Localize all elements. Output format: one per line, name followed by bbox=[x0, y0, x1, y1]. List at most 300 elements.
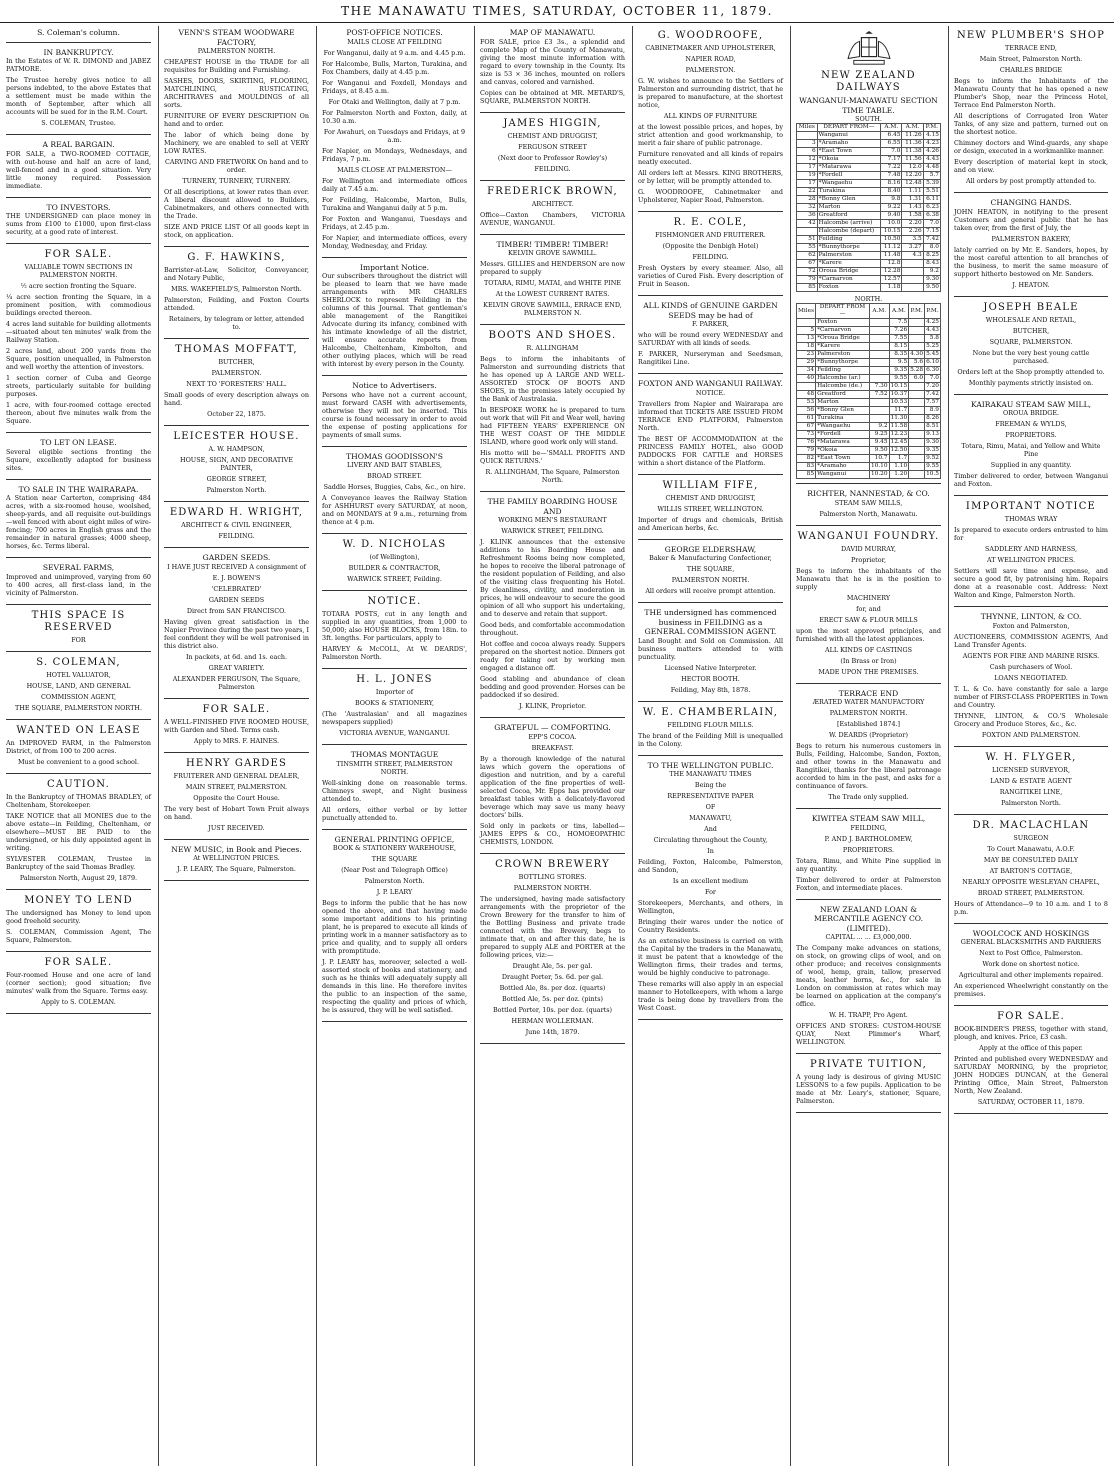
timetable-cell: 8.9 bbox=[925, 407, 941, 415]
ad-heading: THOMAS MOFFATT, bbox=[175, 344, 298, 355]
timetable-cell: *Oroua Bridge bbox=[816, 335, 870, 343]
timetable-cell: Halcombe (arrive) bbox=[817, 220, 880, 228]
timetable-cell: 85 bbox=[797, 471, 816, 479]
ad-line: R. ALLINGHAM bbox=[526, 344, 579, 352]
timetable-row bbox=[797, 351, 941, 359]
timetable-row bbox=[797, 431, 941, 439]
ad-line: Is prepared to execute orders entrusted to him for bbox=[954, 526, 1108, 542]
timetable-cell: 76 bbox=[797, 439, 816, 447]
timetable-cell: 17 bbox=[797, 180, 818, 188]
ad-line: Feilding, Foxton, Halcombe, Palmerston, and Sandon, bbox=[638, 858, 783, 874]
ad-heading: GENERAL PRINTING OFFICE, bbox=[334, 834, 455, 844]
ad-line: Improved and unimproved, varying from 60 to 400 acres, all first-class land, in the vicinity of Palmerston. bbox=[6, 572, 151, 597]
ad-line: GENERAL BLACKSMITHS AND FARRIERS bbox=[960, 938, 1102, 946]
ad-line: And bbox=[704, 825, 717, 833]
ad-line: SASHES, DOORS, SKIRTING, FLOORING, MATCHLINING, RUSTICATING, ARCHITRAVES and MOULDINGS of all sorts. bbox=[164, 77, 309, 109]
advertisement bbox=[638, 301, 783, 374]
ad-line: [Established 1874.] bbox=[836, 720, 901, 728]
ad-heading: WOOLCOCK AND HOSKINGS bbox=[972, 928, 1090, 938]
timetable-cell: 8.51 bbox=[926, 423, 939, 429]
advertisement bbox=[164, 507, 309, 548]
timetable-row bbox=[797, 212, 941, 220]
timetable-cell: 7.20 bbox=[926, 383, 939, 389]
ad-line: Settlers will save time and expense, and secure a good fit, by patronising him. Repairs done at a reasonable cost. Address: Next Walton and Kinge, Palmerston North. bbox=[954, 567, 1108, 599]
timetable-cell: 6.0 bbox=[909, 375, 925, 383]
ad-line: DAVID MURRAY, bbox=[840, 544, 897, 553]
ad-line: PALMERSTON BAKERY, bbox=[991, 234, 1071, 243]
timetable-cell bbox=[869, 319, 889, 327]
ad-line: Proprietor, bbox=[851, 555, 886, 564]
ad-line: Sold only in packets or tins, labelled—JAMES EPPS & CO., HOMOEOPATHIC CHEMISTS, LONDON. bbox=[480, 821, 625, 846]
ad-line: CHEMIST AND DRUGGIST, bbox=[665, 493, 756, 502]
ad-heading: TO THE WELLINGTON PUBLIC. bbox=[647, 760, 774, 770]
ad-line: The Trade only supplied. bbox=[828, 793, 909, 801]
timetable-cell: 4.3 bbox=[902, 252, 923, 260]
ad-line: Totara, Rimu, Matai, and Yellow and White Pine bbox=[961, 442, 1101, 458]
ad-line: June 14th, 1879. bbox=[525, 1027, 580, 1036]
ad-line: HARVEY & McCOLL, At W. DEARDS', Palmerston North. bbox=[322, 645, 467, 661]
ad-line: An experienced Wheelwright constantly on the premises. bbox=[954, 982, 1108, 998]
ad-line: TINSMITH STREET, PALMERSTON NORTH. bbox=[336, 759, 453, 776]
timetable-header: P.M. bbox=[909, 304, 925, 319]
timetable-cell: *Matarawa bbox=[816, 439, 870, 447]
timetable-cell: *Wangaehu bbox=[817, 180, 880, 188]
ad-heading: TERRACE END bbox=[838, 688, 899, 698]
timetable-row bbox=[797, 180, 941, 188]
advertisement bbox=[954, 1011, 1108, 1114]
timetable-cell: *Aramaho bbox=[817, 140, 880, 148]
ad-line: WARWICK STREET, FEILDING. bbox=[501, 527, 604, 535]
ad-line: GARDEN SEEDS bbox=[208, 595, 265, 604]
timetable-cell: 1.58 bbox=[902, 212, 923, 220]
ad-heading: NOTICE. bbox=[367, 596, 422, 607]
timetable-cell: 9.52 bbox=[926, 455, 939, 461]
north-timetable bbox=[796, 303, 941, 479]
timetable-cell: 11.30 bbox=[890, 415, 908, 421]
timetable-row bbox=[797, 423, 941, 431]
advertisement bbox=[480, 497, 625, 718]
timetable-cell: 85 bbox=[797, 284, 818, 292]
ad-line: FISHMONGER AND FRUITERER. bbox=[655, 231, 766, 239]
ad-line: J. HEATON. bbox=[1012, 280, 1050, 289]
timetable-cell bbox=[909, 439, 925, 447]
timetable-cell: Wanganui bbox=[816, 471, 870, 479]
railway-section: WANGANUI-MANAWATU SECTION bbox=[799, 96, 938, 105]
ad-line: Importer of drugs and chemicals, British and American herbs, &c. bbox=[638, 515, 783, 532]
timetable-row bbox=[797, 156, 941, 164]
timetable-header: A.M. bbox=[902, 124, 923, 132]
ad-line: W. H. TRAPP, Pro Agent. bbox=[829, 1011, 908, 1019]
ad-line: BOOK & STATIONERY WAREHOUSE, bbox=[332, 844, 457, 852]
timetable-cell bbox=[902, 268, 923, 276]
timetable-cell: 7.0 bbox=[881, 148, 902, 156]
ad-line: The undersigned has Money to lend upon good freehold security. bbox=[6, 908, 151, 925]
ad-line: Hot coffee and cocoa always ready. Suppers prepared on the shortest notice. Dinners got ready for taking out by working men engaged a distance off. bbox=[480, 640, 625, 672]
ad-heading: S. Coleman's column. bbox=[37, 28, 120, 37]
ad-line: In the Bankruptcy of THOMAS BRADLEY, of Cheltenham, Storekeeper. bbox=[6, 792, 151, 809]
timetable-cell bbox=[869, 335, 889, 343]
timetable-cell: 29 bbox=[797, 359, 816, 367]
timetable-cell bbox=[797, 383, 816, 391]
advertisement bbox=[322, 539, 467, 591]
ad-line: PALMERSTON. bbox=[211, 369, 262, 377]
timetable-cell: 11.7 bbox=[889, 407, 909, 415]
column-1 bbox=[3, 28, 154, 1464]
ad-line: Timber delivered to order at Palmerston Foxton, and intermediate places. bbox=[796, 875, 941, 892]
timetable-cell: Oroua Bridge bbox=[817, 268, 880, 276]
timetable-cell: 1.31 bbox=[902, 196, 923, 204]
ad-line: The labor of which being done by Machinery, we are enabled to sell at VERY LOW RATES. bbox=[164, 131, 309, 155]
timetable-cell bbox=[869, 367, 889, 375]
timetable-cell: 5.45 bbox=[926, 351, 939, 357]
ad-line: Work done on shortest notice. bbox=[982, 960, 1080, 968]
ad-line: Barrister-at-Law, Solicitor, Conveyancer, and Notary Public, bbox=[164, 266, 309, 282]
ad-line: Begs to return his numerous customers in Bulls, Feilding, Halcombe, Sandon, Foxton, and other towns in the Manawatu and Rangitikei, thanks for the liberal patronage accorded to him in the past, and asks for a continuance of favors. bbox=[796, 742, 941, 790]
ad-line: ALL KINDS OF FURNITURE bbox=[663, 112, 758, 120]
timetable-cell: 73 bbox=[797, 431, 816, 439]
advertisement bbox=[954, 752, 1108, 815]
timetable-row bbox=[797, 471, 941, 479]
timetable-row bbox=[797, 220, 941, 228]
ad-line: In bbox=[707, 847, 714, 855]
timetable-cell: 11.26 bbox=[902, 132, 923, 140]
ad-line: S. COLEMAN, Trustee. bbox=[41, 119, 116, 127]
timetable-cell: 9.2 bbox=[923, 268, 940, 276]
ad-line: Good beds, and comfortable accommodation throughout. bbox=[480, 621, 625, 637]
timetable-cell: 11.12 bbox=[881, 244, 902, 252]
ad-line: Agricultural and other implements repaired. bbox=[958, 971, 1104, 979]
ad-line: RANGITIKEI LINE, bbox=[999, 787, 1063, 796]
timetable-cell: 8.43 bbox=[923, 260, 940, 268]
ad-heading: KIWITEA STEAM SAW MILL, bbox=[811, 814, 926, 823]
ad-line: TOTARA, RIMU, MATAI, and WHITE PINE bbox=[484, 279, 621, 287]
ad-line: All orders left at Messrs. KING BROTHERS, or by letter, will be promptly attended to. bbox=[638, 169, 783, 185]
timetable-header: P.M. bbox=[923, 124, 940, 132]
timetable-cell: 79 bbox=[797, 447, 816, 455]
ad-line: Apply to S. COLEMAN. bbox=[41, 997, 116, 1006]
timetable-cell: 1.10 bbox=[889, 463, 909, 471]
timetable-cell: 8.25 bbox=[923, 252, 940, 260]
ad-line: BOOKS & STATIONERY, bbox=[354, 699, 435, 707]
ad-line: Palmerston North, Manawatu. bbox=[819, 509, 918, 518]
timetable-cell: 7.0 bbox=[923, 220, 940, 228]
advertisement bbox=[322, 381, 467, 447]
timetable-cell: Halcombe (ar.) bbox=[816, 375, 870, 383]
timetable-cell: 40 bbox=[797, 375, 816, 383]
timetable-cell bbox=[909, 463, 925, 471]
ad-line: F. PARKER, bbox=[692, 320, 729, 328]
timetable-cell bbox=[909, 335, 925, 343]
timetable-cell: 36 bbox=[797, 212, 818, 220]
ad-line: TURNERY, TURNERY, TURNERY. bbox=[182, 177, 291, 185]
ad-line: For Napier, on Mondays, Wednesdays, and Fridays, 7 p.m. bbox=[322, 146, 467, 163]
ad-line: Apply to MRS. F. HAINES. bbox=[193, 736, 280, 745]
ad-heading: DR. MACLACHLAN bbox=[972, 819, 1090, 831]
advertisement bbox=[322, 28, 467, 258]
timetable-cell: 10.53 bbox=[890, 399, 908, 405]
timetable-row bbox=[797, 447, 941, 455]
ad-heading: EDWARD H. WRIGHT, bbox=[169, 507, 304, 518]
timetable-cell: 13 bbox=[797, 335, 816, 343]
ad-line: Small goods of every description always on hand. bbox=[164, 391, 309, 407]
timetable-cell: 8.15 bbox=[889, 343, 909, 351]
ad-heading: Notice to Advertisers. bbox=[352, 381, 437, 390]
timetable-cell bbox=[909, 391, 925, 399]
timetable-cell: 6.45 bbox=[881, 132, 902, 140]
advertisement bbox=[638, 761, 783, 1021]
ad-line: HOUSE, SIGN, AND DECORATIVE PAINTER, bbox=[180, 456, 293, 472]
ad-heading: THOMAS MONTAGUE bbox=[350, 750, 439, 759]
timetable-cell: 12.8 bbox=[881, 260, 902, 268]
ad-line: SATURDAY, OCTOBER 11, 1879. bbox=[977, 1098, 1085, 1106]
ad-line: By a thorough knowledge of the natural laws which govern the operations of digestion and nutrition, and by a careful application of the fine properties of well-selected Cocoa, Mr. Epps has provided our breakfast tables with a delicately-flavored beverage which may save us many heavy doctors' bills. bbox=[480, 754, 625, 819]
ad-line: HOTEL VALUATOR, bbox=[46, 670, 111, 679]
timetable-cell: *East Town bbox=[816, 455, 870, 463]
advertisement bbox=[638, 217, 783, 296]
ad-line: for, and bbox=[856, 604, 881, 613]
ad-line: BOTTLING STORES. bbox=[518, 872, 587, 881]
ad-line: GREAT VARIETY. bbox=[208, 663, 265, 672]
advertisement bbox=[480, 330, 625, 492]
timetable-cell bbox=[909, 327, 925, 335]
advertisement bbox=[6, 895, 151, 952]
ad-line: BUTCHER, bbox=[1012, 326, 1050, 335]
timetable-cell: 1.7 bbox=[889, 455, 909, 463]
ad-line: At WELLINGTON PRICES. bbox=[193, 854, 280, 862]
timetable-cell: 9.45 bbox=[869, 439, 889, 447]
timetable-cell: 10.7 bbox=[869, 455, 889, 463]
advertisement bbox=[796, 531, 941, 684]
ad-line: LICENSED SURVEYOR, bbox=[991, 765, 1071, 774]
ad-line: NEARLY OPPOSITE WESLEYAN CHAPEL, bbox=[962, 877, 1100, 886]
ad-line: MAY BE CONSULTED DAILY bbox=[983, 855, 1079, 864]
advertisement bbox=[796, 689, 941, 810]
timetable-cell bbox=[869, 327, 889, 335]
timetable-cell: 5.6 bbox=[909, 359, 925, 367]
ad-heading: CHANGING HANDS. bbox=[990, 198, 1072, 207]
ad-heading: THYNNE, LINTON, & CO. bbox=[980, 612, 1082, 621]
advertisement bbox=[164, 704, 309, 753]
ad-line: Travellers from Napier and Wairarapa are informed that TICKETS ARE ISSUED FROM TERRACE END PLATFORM, Palmerston North. bbox=[638, 399, 783, 432]
ad-line: ALEXANDER FERGUSON, The Square, Palmerston bbox=[172, 674, 301, 691]
ad-line: A. W. HAMPSON, bbox=[208, 445, 265, 453]
timetable-header: A.M. bbox=[869, 304, 889, 319]
advertisement bbox=[164, 344, 309, 426]
advertisement bbox=[480, 723, 625, 854]
timetable-cell: Feilding bbox=[816, 367, 870, 375]
ad-line: The very best of Hobart Town Fruit always on hand. bbox=[164, 804, 309, 821]
ad-line: Fresh Oysters by every steamer. Also, all varieties of Cured Fish. Every description of Fruit in Season. bbox=[638, 264, 783, 288]
timetable-cell bbox=[909, 343, 925, 351]
timetable-cell: Feilding bbox=[817, 236, 880, 244]
ad-line: FRUITERER AND GENERAL DEALER, bbox=[173, 771, 300, 780]
ad-line: Timber delivered to order, between Wanganui and Foxton. bbox=[954, 472, 1108, 488]
timetable-cell: 9.30 bbox=[923, 276, 940, 284]
ad-line: SIZE AND PRICE LIST Of all goods kept in stock, on application. bbox=[164, 223, 309, 239]
ad-line: REPRESENTATIVE PAPER bbox=[667, 792, 754, 800]
ad-heading: THE FAMILY BOARDING HOUSE AND bbox=[487, 497, 618, 516]
advertisement bbox=[480, 240, 625, 326]
timetable-cell: 7.5 bbox=[889, 319, 909, 327]
advertisement bbox=[954, 198, 1108, 297]
advertisement bbox=[164, 252, 309, 339]
ad-line: WHOLESALE AND RETAIL, bbox=[985, 315, 1077, 324]
ad-line: (of Wellington), bbox=[369, 553, 420, 561]
ad-line: Supplied in any quantity. bbox=[990, 461, 1072, 469]
ad-line: WORKING MEN'S RESTAURANT bbox=[498, 516, 607, 524]
ad-heading: S. COLEMAN, bbox=[36, 656, 121, 668]
ad-line: BROAD STREET. bbox=[367, 472, 422, 480]
timetable-row bbox=[797, 260, 941, 268]
ad-heading: TO SALE IN THE WAIRARAPA. bbox=[18, 484, 139, 494]
ad-line: 'CELEBRATED' bbox=[211, 584, 262, 593]
ad-line: THE MANAWATU TIMES bbox=[669, 770, 752, 778]
timetable-cell bbox=[869, 343, 889, 351]
advertisement bbox=[954, 400, 1108, 497]
timetable-cell: 5 bbox=[797, 327, 816, 335]
timetable-cell: *Karere bbox=[817, 260, 880, 268]
ad-line: SADDLERY AND HARNESS, bbox=[984, 545, 1078, 553]
timetable-cell: 23 bbox=[797, 351, 816, 359]
timetable-cell: 18 bbox=[797, 343, 816, 351]
timetable-cell: 9.8 bbox=[881, 196, 902, 204]
ad-heading: MONEY TO LEND bbox=[24, 894, 133, 906]
ad-line: EPP'S COCOA. bbox=[528, 732, 577, 741]
timetable-cell bbox=[869, 351, 889, 359]
ad-line: For Wanganui, daily at 9 a.m. and 4.45 p.m. bbox=[323, 48, 466, 57]
advertisement bbox=[6, 203, 151, 245]
ad-line: Chimney doctors and Wind-guards, any shape or design, executed in a workmanlike manner. bbox=[954, 139, 1108, 155]
ad-heading: GEORGE ELDERSHAW, bbox=[664, 544, 757, 554]
ad-heading: FOXTON AND WANGANUI RAILWAY. bbox=[638, 379, 783, 388]
ad-line: SQUARE, PALMERSTON. bbox=[989, 337, 1073, 346]
ad-line: AUCTIONEERS, COMMISSION AGENTS, And Land Transfer Agents. bbox=[954, 632, 1108, 649]
ad-line: Circulating throughout the County, bbox=[653, 836, 768, 844]
ad-line: Apply at the office of this paper. bbox=[979, 1044, 1083, 1052]
timetable-cell: 10.10 bbox=[870, 463, 888, 469]
timetable-cell: 6.30 bbox=[926, 367, 939, 373]
timetable-cell bbox=[909, 383, 925, 391]
column-rule bbox=[158, 26, 159, 1466]
timetable-row bbox=[797, 148, 941, 156]
timetable-cell: 11.36 bbox=[902, 140, 923, 148]
ad-line: PALMERSTON NORTH. bbox=[197, 47, 276, 55]
ad-line: Importer of bbox=[375, 688, 414, 696]
timetable-cell: Marton bbox=[816, 399, 870, 407]
ad-line: J. KLINK, Proprietor. bbox=[518, 702, 587, 710]
timetable-cell bbox=[869, 375, 889, 383]
ad-line: Next to Post Office, Palmerston. bbox=[979, 949, 1083, 957]
advertisement bbox=[638, 707, 783, 756]
timetable-cell bbox=[902, 260, 923, 268]
advertisement bbox=[322, 452, 467, 535]
timetable-cell: 8.0 bbox=[923, 244, 940, 252]
advertisement bbox=[6, 48, 151, 136]
timetable-header: Miles bbox=[797, 124, 818, 132]
timetable-row bbox=[797, 463, 941, 471]
royal-coat-of-arms-icon bbox=[840, 30, 898, 68]
timetable-row bbox=[797, 268, 941, 276]
timetable-cell: 79 bbox=[797, 276, 818, 284]
timetable-header: DEPART FROM— bbox=[816, 304, 870, 319]
ad-line: VALUABLE TOWN SECTIONS IN PALMERSTON NORTH. bbox=[24, 263, 133, 279]
timetable-cell: 4.30 bbox=[910, 351, 924, 357]
ad-line: MANAWATU, bbox=[689, 814, 732, 822]
timetable-cell: 55 bbox=[797, 244, 818, 252]
column-2 bbox=[161, 28, 312, 1464]
ad-line: Hours of Attendance—9 to 10 a.m. and 1 to 8 p.m. bbox=[954, 899, 1108, 916]
ad-line: Furniture renovated and all kinds of repairs neatly executed. bbox=[638, 150, 783, 166]
ad-line: FEILDING, bbox=[850, 823, 887, 832]
timetable-cell: 22 bbox=[797, 188, 818, 196]
timetable-cell: 10.15 bbox=[890, 383, 908, 389]
advertisement bbox=[6, 657, 151, 720]
ad-heading: GARDEN SEEDS. bbox=[202, 553, 271, 562]
timetable-cell: 67 bbox=[797, 423, 816, 431]
ad-line: FOR SALE, a TWO-ROOMED COTTAGE, with out-house and half an acre of land, well-fenced and in a good situation. Very little money required. Possession immediate. bbox=[6, 149, 151, 190]
timetable-cell: *East Town bbox=[817, 148, 880, 156]
timetable-cell: 9.13 bbox=[926, 431, 939, 437]
ad-line: Four-roomed House and one acre of land (corner section); good situation; five minutes' walk from the Square. Terms easy. bbox=[6, 970, 151, 995]
timetable-row bbox=[797, 343, 941, 351]
timetable-cell: 10.15 bbox=[881, 228, 902, 236]
timetable-cell: 51 bbox=[797, 236, 818, 244]
timetable-cell: 9.5 bbox=[889, 359, 909, 367]
timetable-cell: *Matarawa bbox=[817, 164, 880, 172]
ad-line: E. J. BOWEN'S bbox=[212, 573, 261, 582]
ad-line: In packets, at 6d. and 1s. each. bbox=[185, 652, 288, 661]
timetable-cell bbox=[797, 319, 816, 327]
advertisement bbox=[322, 750, 467, 830]
timetable-cell: 7.42 bbox=[926, 391, 939, 397]
timetable-cell bbox=[909, 407, 925, 415]
timetable-cell: 4.43 bbox=[923, 156, 940, 164]
advertisement bbox=[480, 118, 625, 181]
ad-heading: G. F. HAWKINS, bbox=[187, 252, 286, 263]
advertisement bbox=[796, 905, 941, 1055]
timetable-cell: *Wangaehu bbox=[816, 423, 870, 431]
ad-heading: FOR SALE. bbox=[202, 703, 271, 715]
timetable-cell: 6.11 bbox=[923, 196, 940, 204]
column-7 bbox=[951, 28, 1111, 1464]
ad-line: Good stabling and abundance of clean bedding and good provender. Horses can be paddocked if so desired. bbox=[480, 675, 625, 699]
ad-line: PROPRIETORS. bbox=[842, 845, 895, 854]
ad-line: J. P. LEARY has, moreover, selected a well-assorted stock of books and stationery, and such as he thinks will adequately supply all demands in this line. He therefore invites the public to an inspection of the same, respecting the quality and prices of which, he is assured, they will be well satisfied. bbox=[322, 958, 467, 1014]
timetable-cell: 5.51 bbox=[923, 188, 940, 196]
advertisement bbox=[796, 489, 941, 526]
timetable-cell bbox=[909, 399, 925, 407]
ad-line: MACHINERY bbox=[846, 593, 891, 602]
ad-line: FEILDING. bbox=[218, 532, 255, 540]
ad-line: FOR SALE, price £3 3s., a splendid and complete Map of the County of Manawatu, giving the most minute information with regard to every township in the County. Its size is 53 × 36 inches, mounted on rollers and canvas, colored and varnished. bbox=[480, 37, 625, 86]
ad-line: AT WELLINGTON PRICES. bbox=[987, 556, 1075, 564]
advertisement bbox=[954, 302, 1108, 395]
ad-heading: IMPORTANT NOTICE bbox=[965, 501, 1097, 512]
ad-heading: R. E. COLE, bbox=[673, 217, 748, 228]
timetable-cell: 4.25 bbox=[926, 319, 939, 325]
advertisement bbox=[480, 28, 625, 113]
timetable-cell: 3.27 bbox=[902, 244, 923, 252]
timetable-cell: 7.55 bbox=[889, 335, 909, 343]
advertisement bbox=[6, 140, 151, 198]
ad-heading: TO LET ON LEASE. bbox=[40, 438, 117, 447]
ad-heading: Important Notice. bbox=[359, 262, 430, 272]
timetable-row bbox=[797, 228, 941, 236]
ad-line: PALMERSTON NORTH. bbox=[829, 709, 908, 717]
ad-heading: TIMBER! TIMBER! TIMBER! bbox=[496, 239, 609, 249]
timetable-cell: 42 bbox=[797, 220, 818, 228]
ad-line: THOMAS WRAY bbox=[1004, 515, 1058, 523]
